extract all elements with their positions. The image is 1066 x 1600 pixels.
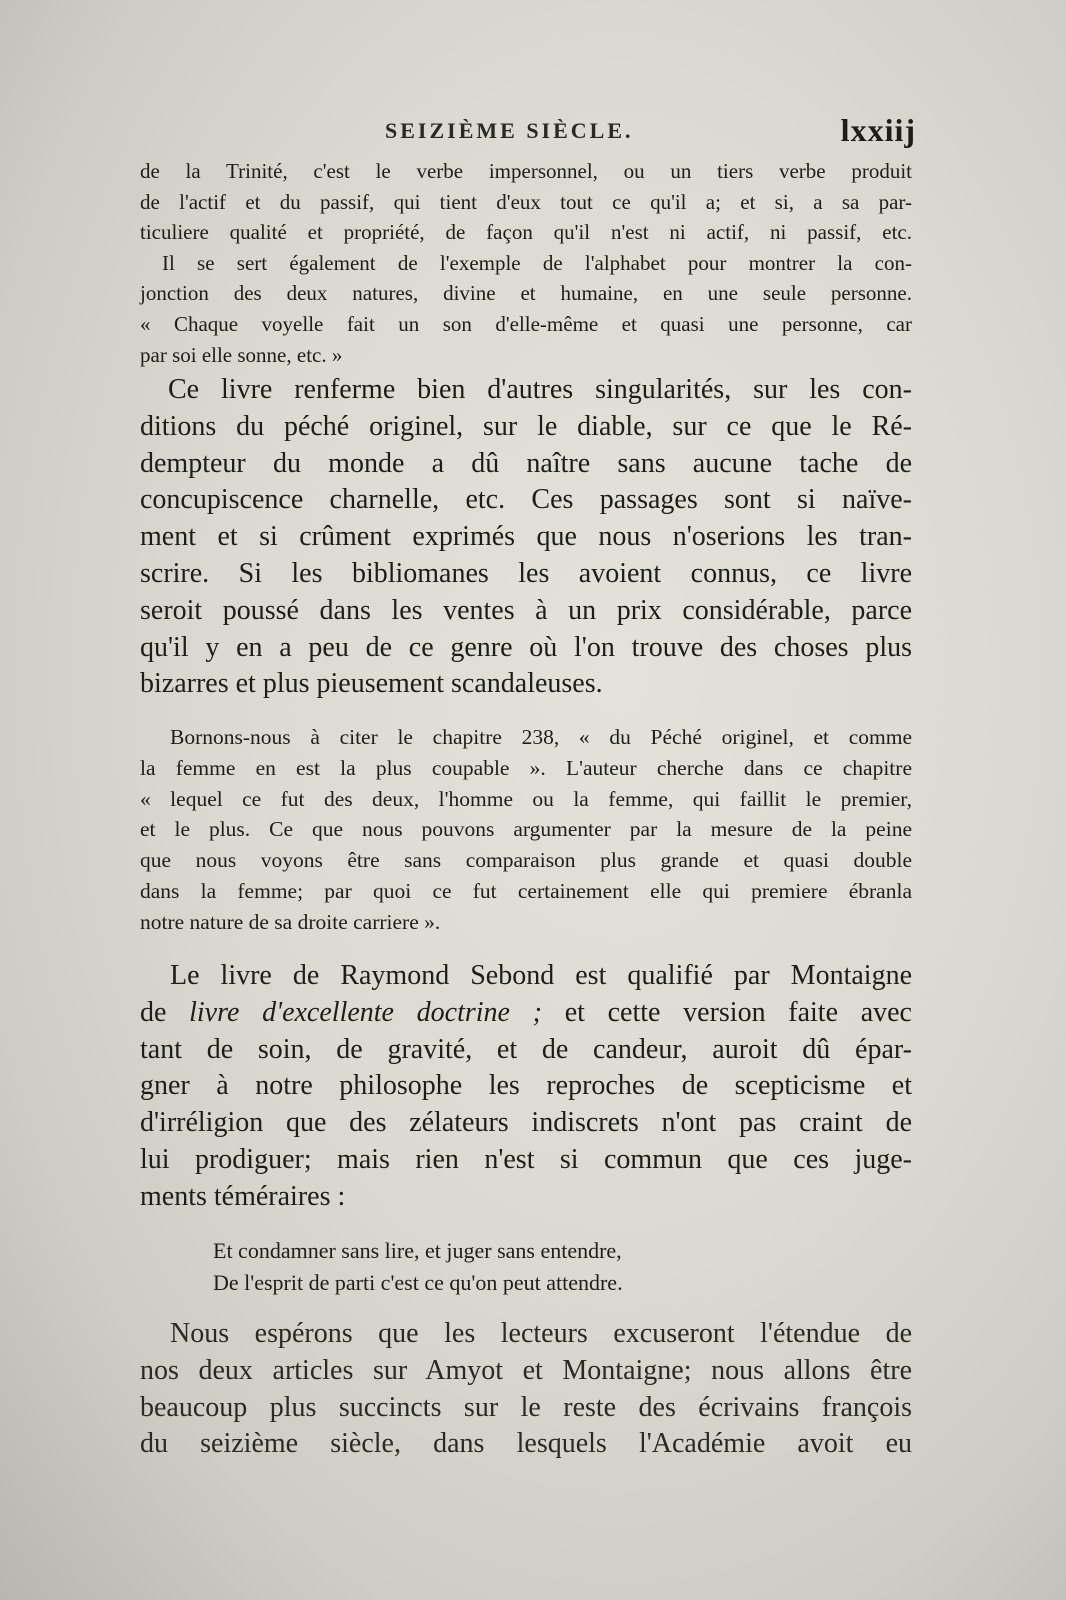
page-number: lxxiij <box>840 112 916 148</box>
quoted-passage-1 <box>140 156 912 370</box>
quoted-passage-2 <box>140 722 912 938</box>
text-line: Le livre de Raymond Sebond est qualifié par Montaigne <box>170 960 912 991</box>
text-line: jonction des deux natures, divine et humaine, en une seule personne. <box>140 281 912 306</box>
verse-quotation <box>213 1235 623 1299</box>
running-title: SEIZIÈME SIÈCLE. <box>385 118 634 143</box>
text-line: gner à notre philosophe les reproches de scepticisme et <box>140 1070 912 1102</box>
text-line: par soi elle sonne, etc. » <box>140 342 343 367</box>
text-line: Nous espérons que les lecteurs excuseront l'étendue de <box>170 1318 912 1349</box>
text-line: de l'actif et du passif, qui tient d'eux tout ce qu'il a; et si, a sa par- <box>140 189 912 214</box>
text-line: dempteur du monde a dû naître sans aucune tache de <box>140 447 912 479</box>
text-line: bizarres et plus pieusement scandaleuses. <box>140 668 603 700</box>
text-line: Bornons-nous à citer le chapitre 238, « du Péché originel, et comme <box>170 725 912 749</box>
text-line: dans la femme; par quoi ce fut certainement elle qui premiere ébranla <box>140 878 912 903</box>
body-paragraph-3 <box>140 1316 912 1463</box>
text-line: ticuliere qualité et propriété, de façon qu'il n'est ni actif, ni passif, etc. <box>140 220 912 245</box>
verse-line: Et condamner sans lire, et juger sans entendre, <box>213 1238 622 1263</box>
text-line: que nous voyons être sans comparaison plus grande et quasi double <box>140 848 912 873</box>
text-line: concupiscence charnelle, etc. Ces passages sont si naïve- <box>140 484 912 516</box>
text-line-with-italic <box>140 995 912 1032</box>
text-line: d'irréligion que des zélateurs indiscrets n'ont pas craint de <box>140 1107 912 1139</box>
text-line: tant de soin, de gravité, et de candeur, auroit dû épar- <box>140 1033 912 1065</box>
text-line: ments téméraires : <box>140 1180 346 1212</box>
text-line: et le plus. Ce que nous pouvons argumenter par la mesure de la peine <box>140 817 912 842</box>
text-line: Ce livre renferme bien d'autres singularités, sur les con- <box>168 374 912 405</box>
verse-line: De l'esprit de parti c'est ce qu'on peut attendre. <box>213 1270 623 1295</box>
text-line: beaucoup plus succincts sur le reste des écrivains françois <box>140 1391 912 1423</box>
body-paragraph-1 <box>140 372 912 703</box>
text-line: « lequel ce fut des deux, l'homme ou la femme, qui faillit le premier, <box>140 786 912 811</box>
body-paragraph-2 <box>140 958 912 1216</box>
text-span: de <box>140 996 190 1028</box>
text-line: lui prodiguer; mais rien n'est si commun que ces juge- <box>140 1143 912 1175</box>
text-line: ment et si crûment exprimés que nous n'oserions les tran- <box>140 521 912 553</box>
text-line: du seizième siècle, dans lesquels l'Académie avoit eu <box>140 1428 912 1460</box>
text-line: « Chaque voyelle fait un son d'elle-même et quasi une personne, car <box>140 311 912 336</box>
text-line: Il se sert également de l'exemple de l'alphabet pour montrer la con- <box>162 250 912 275</box>
text-line: la femme en est la plus coupable ». L'auteur cherche dans ce chapitre <box>140 755 912 780</box>
page-header <box>140 112 916 152</box>
text-line: ditions du péché originel, sur le diable, sur ce que le Ré- <box>140 410 912 442</box>
text-line: seroit poussé dans les ventes à un prix considérable, parce <box>140 594 912 626</box>
text-line: scrire. Si les bibliomanes les avoient connus, ce livre <box>140 557 912 589</box>
text-span: et cette version faite avec <box>542 996 912 1028</box>
text-line: nos deux articles sur Amyot et Montaigne; nous allons être <box>140 1354 912 1386</box>
text-line: notre nature de sa droite carriere ». <box>140 909 441 934</box>
italic-title: livre d'excellente doctrine ; <box>189 996 543 1028</box>
text-line: qu'il y en a peu de ce genre où l'on trouve des choses plus <box>140 631 912 663</box>
text-line: de la Trinité, c'est le verbe impersonnel, ou un tiers verbe produit <box>140 159 912 183</box>
